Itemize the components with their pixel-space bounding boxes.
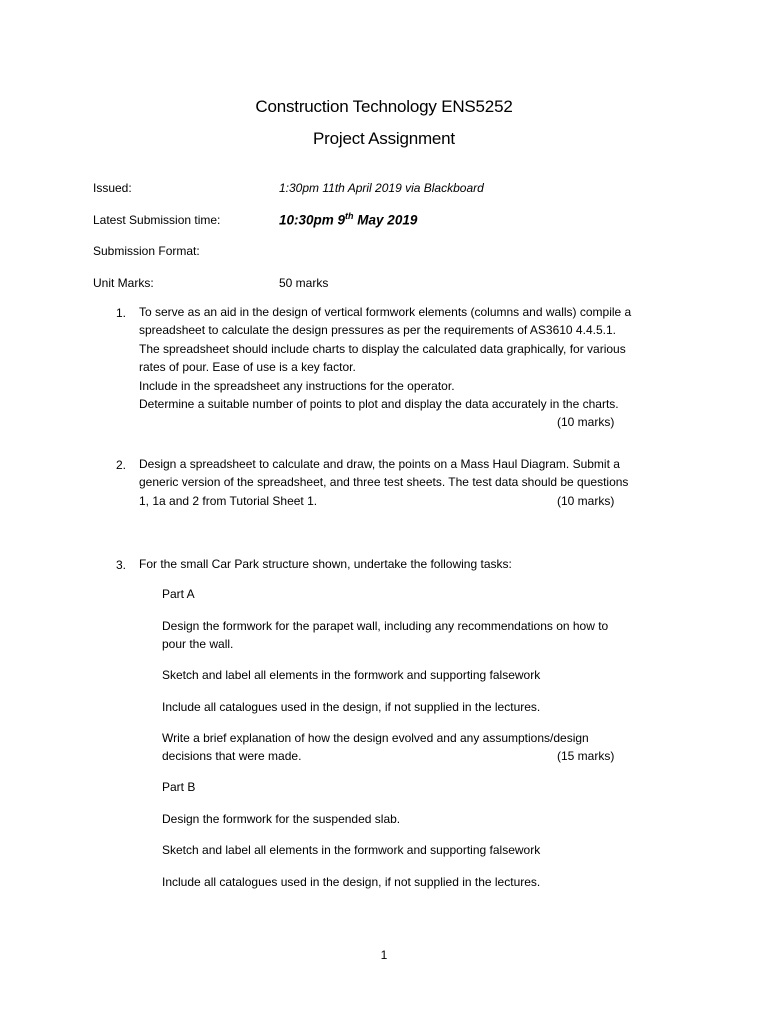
part-a-marks: (15 marks) — [557, 749, 615, 764]
submission-time-rest: May 2019 — [353, 212, 418, 228]
unit-marks-value: 50 marks — [279, 276, 329, 290]
part-b-label-text: Part B — [162, 780, 196, 794]
q3-number: 3. — [116, 558, 127, 572]
part-a-p2-line: Sketch and label all elements in the formwork and supporting falsework — [162, 668, 541, 682]
q2-line-with-marks — [139, 492, 679, 510]
issued-label: Issued: — [93, 181, 132, 195]
q1-line: Include in the spreadsheet any instructions for the operator. — [139, 378, 455, 393]
q2-line: Design a spreadsheet to calculate and draw, the points on a Mass Haul Diagram. Submit a — [139, 457, 620, 471]
q2-number: 2. — [116, 458, 127, 472]
q1-line: To serve as an aid in the design of vertical formwork elements (columns and walls) compile a — [139, 305, 632, 319]
q1-marks-line — [139, 413, 679, 431]
part-b-p3-line: Include all catalogues used in the design, if not supplied in the lectures. — [162, 875, 541, 889]
q1-marks: (10 marks) — [557, 415, 615, 430]
page-number: 1 — [380, 948, 388, 962]
q1-line: spreadsheet to calculate the design pressures as per the requirements of AS3610 4.4.5.1. — [139, 323, 616, 338]
part-b-p1-line: Design the formwork for the suspended slab. — [162, 812, 401, 826]
q1-line: Determine a suitable number of points to plot and display the data accurately in the charts. — [139, 397, 619, 412]
part-a-label-text: Part A — [162, 587, 195, 601]
q1-number: 1. — [116, 306, 127, 320]
issued-value: 1:30pm 11th April 2019 via Blackboard — [279, 181, 484, 195]
part-a-p4-line: decisions that were made. — [162, 749, 302, 764]
submission-format-label: Submission Format: — [93, 244, 200, 258]
part-b-paragraph-2 — [162, 841, 682, 859]
submission-time-main: 10:30pm 9 — [279, 212, 346, 228]
q2-line: generic version of the spreadsheet, and three test sheets. The test data should be questions — [139, 475, 629, 490]
document-subtitle: Project Assignment — [313, 129, 455, 148]
part-a-paragraph-1 — [162, 617, 682, 654]
part-a-p4-line: Write a brief explanation of how the design evolved and any assumptions/design — [162, 731, 589, 745]
q3-intro — [139, 555, 679, 573]
part-a-paragraph-3 — [162, 698, 682, 716]
part-a-paragraph-4 — [162, 729, 682, 766]
q3-intro-line: For the small Car Park structure shown, undertake the following tasks: — [139, 557, 512, 571]
part-b-label — [162, 778, 682, 796]
part-b-p2-line: Sketch and label all elements in the formwork and supporting falsework — [162, 843, 541, 857]
q1-line: The spreadsheet should include charts to display the calculated data graphically, for various — [139, 341, 626, 356]
part-b-paragraph-3 — [162, 873, 682, 891]
part-b-paragraph-1 — [162, 810, 682, 828]
q2-line: 1, 1a and 2 from Tutorial Sheet 1. — [139, 493, 318, 508]
part-a-p3-line: Include all catalogues used in the design, if not supplied in the lectures. — [162, 700, 541, 714]
q2-marks: (10 marks) — [557, 493, 615, 508]
part-a-p1-line: pour the wall. — [162, 637, 234, 652]
document-title: Construction Technology ENS5252 — [255, 97, 513, 116]
submission-time-label: Latest Submission time: — [93, 213, 221, 227]
q1-line: rates of pour. Ease of use is a key factor. — [139, 360, 356, 375]
part-a-p1-line: Design the formwork for the parapet wall, including any recommendations on how to — [162, 619, 609, 633]
submission-time-value — [279, 211, 417, 228]
unit-marks-label: Unit Marks: — [93, 276, 154, 290]
part-a-label — [162, 585, 682, 603]
part-a-paragraph-2 — [162, 666, 682, 684]
part-a-p4-line-with-marks — [162, 747, 682, 765]
q1-text — [139, 303, 679, 432]
submission-time-sup: th — [345, 211, 354, 221]
q2-text — [139, 455, 679, 510]
